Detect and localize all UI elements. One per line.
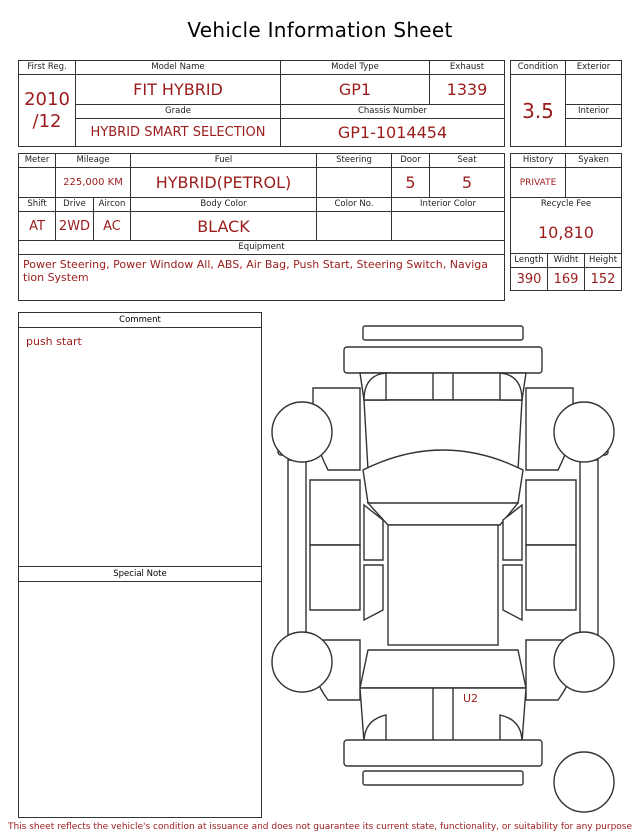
width: 169	[548, 268, 585, 291]
grade: HYBRID SMART SELECTION	[76, 119, 281, 147]
first-reg-label: First Reg.	[19, 61, 76, 75]
chassis-label: Chassis Number	[281, 105, 505, 119]
right-rear-door	[526, 545, 576, 610]
roof-front	[368, 503, 518, 525]
condition-label: Condition	[511, 61, 566, 75]
right-front-wheel	[554, 402, 614, 462]
door-label: Door	[392, 154, 430, 168]
height: 152	[585, 268, 622, 291]
left-front-door	[310, 480, 360, 545]
length-label: Length	[511, 254, 548, 268]
page-title: Vehicle Information Sheet	[187, 18, 453, 42]
right-rear-wheel	[554, 632, 614, 692]
left-side-sill	[288, 460, 306, 635]
seat: 5	[430, 168, 505, 198]
exhaust: 1339	[430, 75, 505, 105]
comment-text: push start	[26, 335, 82, 348]
height-label: Height	[585, 254, 622, 268]
model-type: GP1	[281, 75, 430, 105]
meter-value	[19, 168, 56, 198]
condition-table	[510, 60, 622, 147]
drive-label: Drive	[56, 198, 94, 212]
steering-value	[317, 168, 392, 198]
rear-window	[360, 650, 526, 688]
comment-label: Comment	[19, 313, 261, 328]
condition-score: 3.5	[511, 75, 566, 147]
body-color: BLACK	[131, 212, 317, 241]
front-bumper	[344, 347, 542, 373]
mileage: 225,000 KM	[56, 168, 131, 198]
steering-label: Steering	[317, 154, 392, 168]
exterior-label: Exterior	[566, 61, 622, 75]
history-label: History	[511, 154, 566, 168]
right-side-sill	[580, 460, 598, 635]
exterior-value	[566, 75, 622, 105]
aircon-label: Aircon	[94, 198, 131, 212]
syaken-value	[566, 168, 622, 198]
left-front-wheel	[272, 402, 332, 462]
recycle-fee: 10,810	[511, 211, 622, 254]
roof	[388, 525, 498, 645]
door: 5	[392, 168, 430, 198]
mileage-label: Mileage	[56, 154, 131, 168]
damage-mark-u2: U2	[463, 692, 479, 705]
drive: 2WD	[56, 212, 94, 241]
spare-wheel	[554, 752, 614, 812]
width-label: Widht	[548, 254, 585, 268]
grade-label: Grade	[76, 105, 281, 119]
first-reg-month: /12	[32, 110, 62, 132]
first-reg-value	[19, 75, 76, 147]
model-type-label: Model Type	[281, 61, 430, 75]
meter-label: Meter	[19, 154, 56, 168]
model-info-table	[18, 60, 505, 147]
left-rear-window	[364, 565, 383, 620]
model-name-label: Model Name	[76, 61, 281, 75]
comment-box	[18, 312, 262, 567]
seat-label: Seat	[430, 154, 505, 168]
color-no-value	[317, 212, 392, 241]
shift: AT	[19, 212, 56, 241]
interior-label: Interior	[566, 105, 622, 119]
rear-bumper	[344, 740, 542, 766]
history-table	[510, 153, 622, 291]
left-rear-wheel	[272, 632, 332, 692]
interior-color-value	[392, 212, 505, 241]
chassis-number: GP1-1014454	[281, 119, 505, 147]
exhaust-label: Exhaust	[430, 61, 505, 75]
specs-table	[18, 153, 505, 301]
color-no-label: Color No.	[317, 198, 392, 212]
disclaimer-footer: This sheet reflects the vehicle's condition at issuance and does not guarantee its current state, functionality, or suitability for any purpose	[7, 822, 633, 832]
right-rear-window	[503, 565, 522, 620]
fuel: HYBRID(PETROL)	[131, 168, 317, 198]
front-bumper-top	[363, 326, 523, 340]
fuel-label: Fuel	[131, 154, 317, 168]
equipment-label: Equipment	[19, 241, 505, 255]
history-value: PRIVATE	[511, 168, 566, 198]
first-reg-year: 2010	[24, 88, 70, 110]
car-damage-diagram	[268, 320, 630, 818]
shift-label: Shift	[19, 198, 56, 212]
left-rear-door	[310, 545, 360, 610]
interior-value	[566, 119, 622, 147]
length: 390	[511, 268, 548, 291]
body-color-label: Body Color	[131, 198, 317, 212]
aircon: AC	[94, 212, 131, 241]
right-front-door	[526, 480, 576, 545]
syaken-label: Syaken	[566, 154, 622, 168]
rear-bumper-bottom	[363, 771, 523, 785]
equipment: Power Steering, Power Window All, ABS, Air Bag, Push Start, Steering Switch, Naviga tion System	[19, 255, 505, 301]
special-note-label: Special Note	[19, 567, 261, 582]
model-name: FIT HYBRID	[76, 75, 281, 105]
special-note-box	[18, 566, 262, 818]
interior-color-label: Interior Color	[392, 198, 505, 212]
recycle-fee-label: Recycle Fee	[511, 198, 622, 212]
